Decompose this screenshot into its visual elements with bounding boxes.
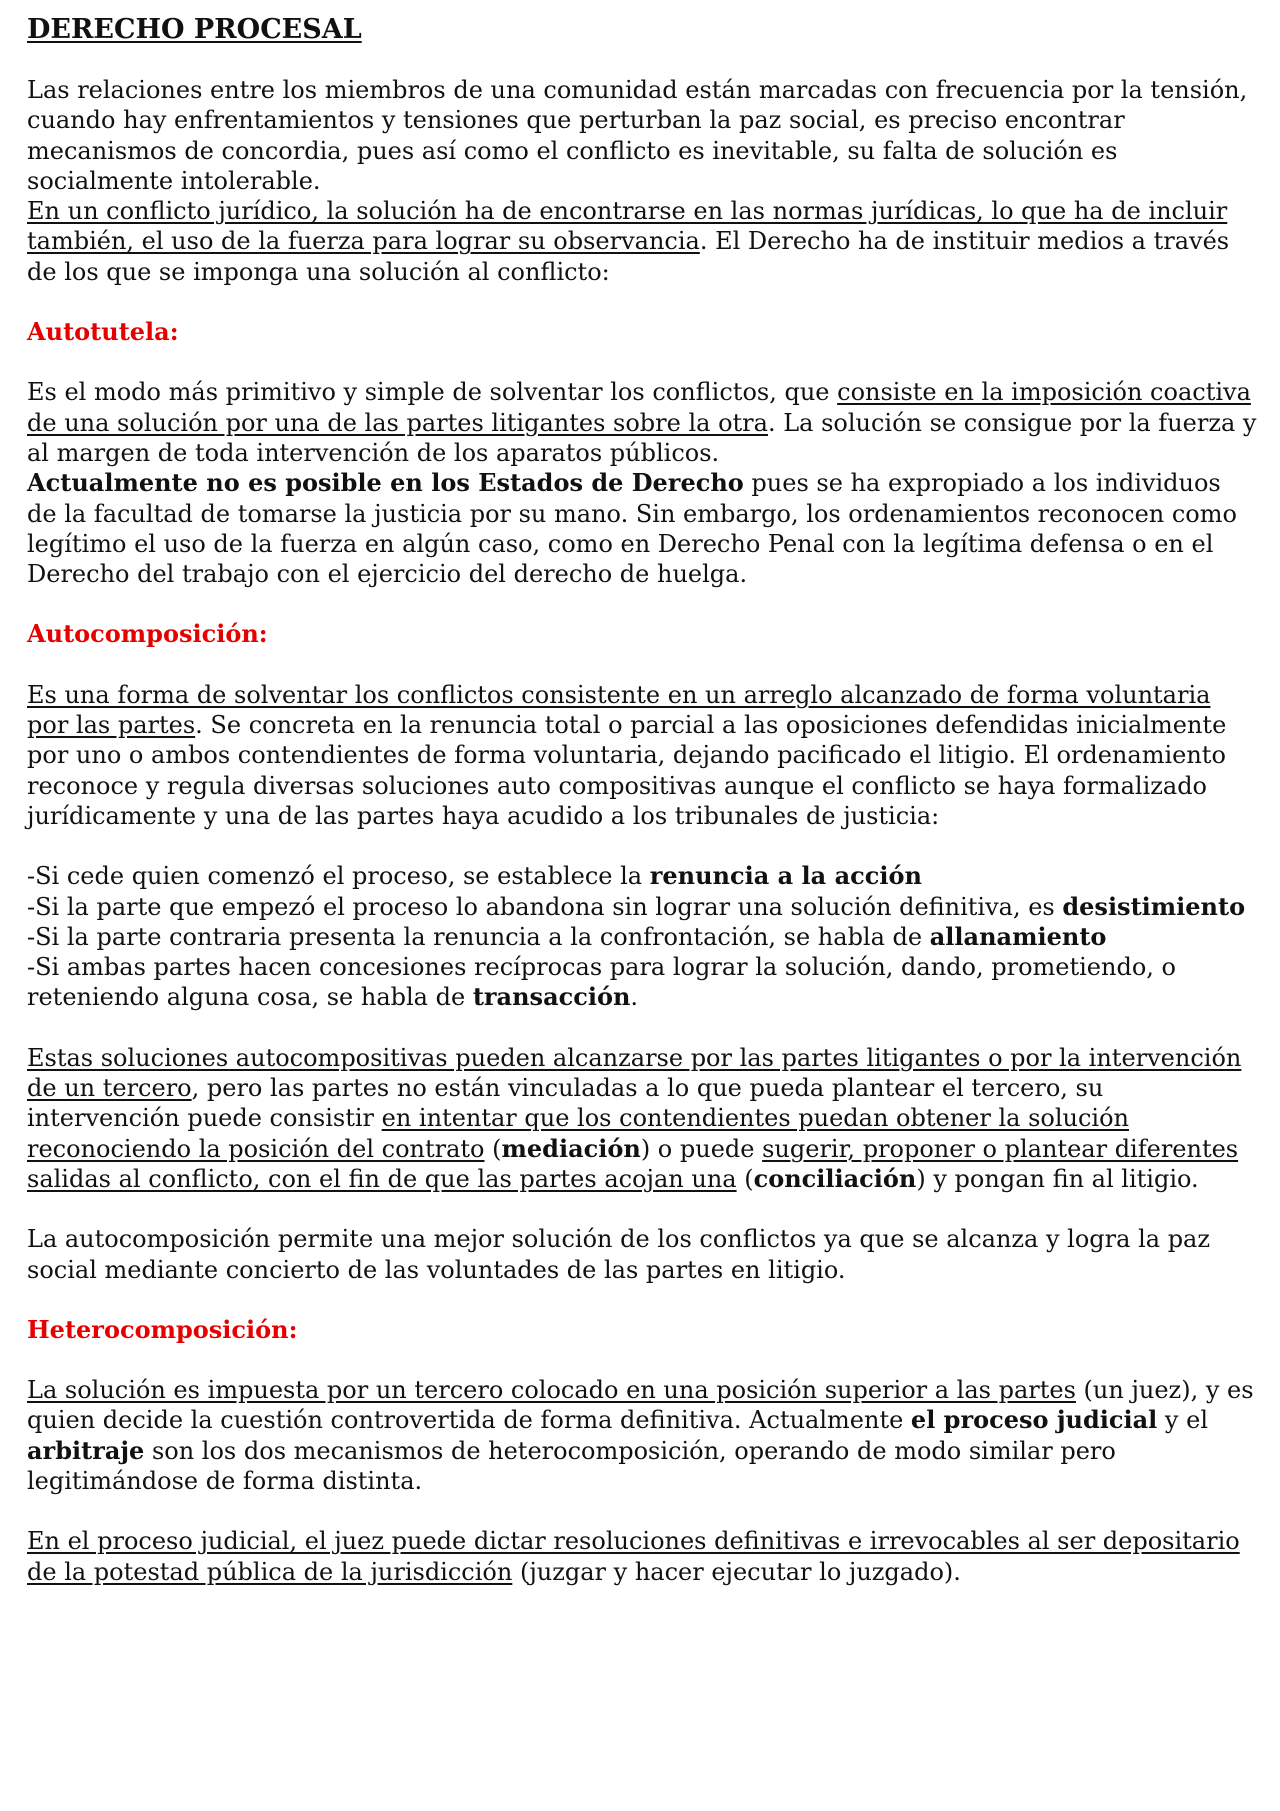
autocomposicion-text: . Se concreta en la renuncia total o parcial a las oposiciones defendidas inicialmente por uno o ambos contendientes de forma voluntaria, dejando pacificado el litigio. El ordenamiento reconoce y regula diversas soluciones auto compositivas aunque el conflicto se haya formalizado jurídicamente y una de las partes haya acudido a los tribunales de justicia: (27, 711, 1227, 830)
list-item: -Si la parte que empezó el proceso lo abandona sin lograr una solución definitiva, es desistimiento (27, 891, 1246, 921)
autocomposicion-paragraph (27, 680, 1257, 831)
autotutela-heading: Autotutela: (27, 317, 179, 347)
autotutela-paragraph (27, 377, 1257, 589)
heterocomposicion-underlined-text: La solución es impuesta por un tercero colocado en una posición superior a las partes (27, 1376, 1076, 1405)
autotutela-bold-text: Actualmente no es posible en los Estados de Derecho (27, 468, 744, 498)
intro-text: Las relaciones entre los miembros de una comunidad están marcadas con frecuencia por la tensión, cuando hay enfrentamientos y tensiones que perturban la paz social, es preciso encontrar mecanismos de concordia, pues así como el conflicto es inevitable, su falta de solución es socialmente intolerable. (27, 76, 1248, 195)
heterocomposicion-paragraph: La solución es impuesta por un tercero colocado en una posición superior a las partes (un juez), y es quien decide la cuestión controvertida de forma definitiva. Actualmente el proceso judicial y el arbitraje son los dos mecanismos de heterocomposición, operando de modo similar pero legitimándose de forma distinta. (27, 1376, 1254, 1495)
intro-underlined-text: En un conflicto jurídico, la solución ha de encontrarse en las normas jurídicas, lo que ha de incluir también, el uso de la fuerza para lograr su observancia (27, 197, 1228, 256)
autocomposicion-list (27, 861, 1257, 1012)
intro-paragraph (27, 75, 1257, 287)
terceros-paragraph: Estas soluciones autocompositivas pueden alcanzarse por las partes litigantes o por la intervención de un tercero, pero las partes no están vinculadas a lo que pueda plantear el tercero, su intervención puede consistir en intentar que los contendientes puedan obtener la solución reconociendo la posición del contrato (mediación) o puede sugerir, proponer o plantear diferentes salidas al conflicto, con el fin de que las partes acojan una (conciliación) y pongan fin al litigio. (27, 1043, 1242, 1193)
document-title: DERECHO PROCESAL (27, 14, 362, 45)
autotutela-text: Es el modo más primitivo y simple de solventar los conflictos, que (27, 378, 838, 407)
arbitraje-term: arbitraje (27, 1435, 145, 1465)
terceros-underlined-text-1: Estas soluciones autocompositivas pueden alcanzarse por las partes litigantes o por la intervención de un tercero (27, 1043, 1242, 1103)
terceros-underlined-text-2: en intentar que los contendientes puedan obtener la solución reconociendo la posición del contrato (27, 1104, 1130, 1163)
terceros-underlined-text-3: sugerir, proponer o plantear diferentes salidas al conflicto, con el fin de que las partes acojan una (27, 1134, 1239, 1193)
heterocomposicion-heading: Heterocomposición: (27, 1314, 298, 1344)
proceso-judicial-paragraph: En el proceso judicial, el juez puede dictar resoluciones definitivas e irrevocables al ser depositario de la potestad pública de la jurisdicción (juzgar y hacer ejecutar lo juzgado). (27, 1527, 1240, 1586)
conciliacion-term: conciliación (753, 1163, 917, 1193)
mediacion-term: mediación (501, 1133, 641, 1163)
autocomposicion-conclusion: La autocomposición permite una mejor solución de los conflictos ya que se alcanza y logra la paz social mediante concierto de las voluntades de las partes en litigio. (27, 1225, 1211, 1284)
autocomposicion-underlined-text: Es una forma de solventar los conflictos consistente en un arreglo alcanzado de forma voluntaria por las partes (27, 680, 1211, 740)
intro-text-continued: . El Derecho ha de instituir medios a través de los que se imponga una solución al conflicto: (27, 227, 1230, 286)
list-item: -Si la parte contraria presenta la renuncia a la confrontación, se habla de allanamiento (27, 921, 1107, 951)
list-item: -Si ambas partes hacen concesiones recíprocas para lograr la solución, dando, prometiendo, o reteniendo alguna cosa, se habla de transacción. (27, 953, 1176, 1012)
autotutela-text-final: pues se ha expropiado a los individuos de la facultad de tomarse la justicia por su mano. Sin embargo, los ordenamientos reconocen como legítimo el uso de la fuerza en algún caso, como en Derecho Penal con la legítima defensa o en el Derecho del trabajo con el ejercicio del derecho de huelga. (27, 469, 1237, 589)
autotutela-underlined-text: consiste en la imposición coactiva de una solución por una de las partes litigantes sobre la otra (27, 378, 1251, 437)
autocomposicion-heading: Autocomposición: (27, 619, 268, 649)
list-item: -Si cede quien comenzó el proceso, se establece la renuncia a la acción (27, 861, 922, 891)
proceso-judicial-underlined-text: En el proceso judicial, el juez puede dictar resoluciones definitivas e irrevocables al ser depositario de la potestad pública de la jurisdicción (27, 1527, 1240, 1586)
autotutela-text-continued: . La solución se consigue por la fuerza y al margen de toda intervención de los aparatos públicos. (27, 408, 1257, 467)
document-page (27, 14, 1257, 1587)
proceso-judicial-term: el proceso judicial (910, 1405, 1158, 1435)
